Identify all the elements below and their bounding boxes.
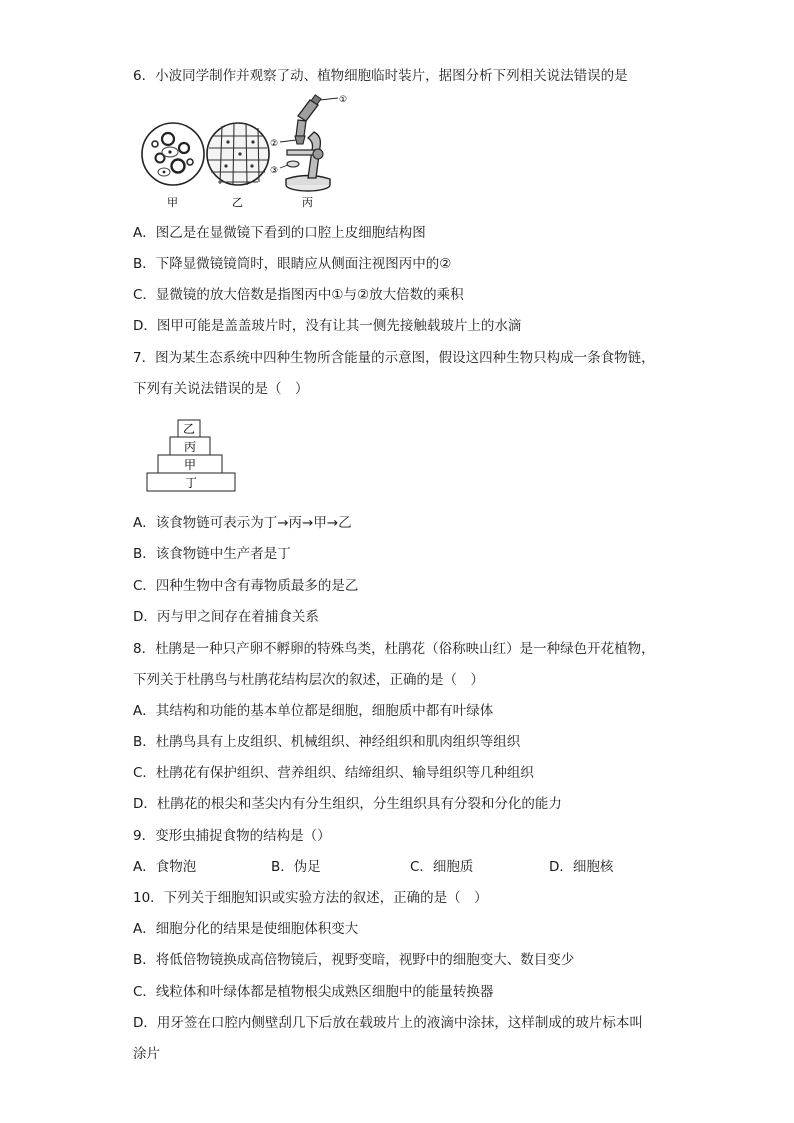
q6-option-c: C．显微镜的放大倍数是指图丙中①与②放大倍数的乘积 (133, 287, 464, 303)
figure-yi-plant-cells (207, 123, 269, 185)
q8-option-a: A．其结构和功能的基本单位都是细胞，细胞质中都有叶绿体 (133, 703, 494, 719)
q6-option-a: A．图乙是在显微镜下看到的口腔上皮细胞结构图 (133, 225, 426, 241)
q7-energy-pyramid (146, 419, 238, 493)
q9-option-d: D．细胞核 (549, 859, 614, 875)
q10-stem: 10．下列关于细胞知识或实验方法的叙述，正确的是（ ） (133, 890, 488, 906)
q10-option-c: C．线粒体和叶绿体都是植物根尖成熟区细胞中的能量转换器 (133, 984, 494, 1000)
q7-stem-line1: 7．图为某生态系统中四种生物所含能量的示意图，假设这四种生物只构成一条食物链， (133, 350, 655, 366)
q9-option-b: B．伪足 (271, 859, 321, 875)
figure-label-yi: 乙 (232, 196, 243, 209)
q8-option-c: C．杜鹃花有保护组织、营养组织、结缔组织、输导组织等几种组织 (133, 765, 534, 781)
figure-marker-2: ② (270, 139, 279, 149)
figure-jia-animal-cells (142, 123, 204, 185)
figure-marker-1: ① (339, 95, 348, 105)
q7-stem-line2: 下列有关说法错误的是（ ） (133, 381, 309, 397)
q10-option-b: B．将低倍物镜换成高倍物镜后，视野变暗，视野中的细胞变大、数目变少 (133, 952, 575, 968)
q10-option-d-line1: D．用牙签在口腔内侧壁刮几下后放在载玻片上的液滴中涂抹，这样制成的玻片标本叫 (133, 1015, 643, 1031)
pyramid-label-ding: 丁 (184, 476, 198, 490)
pyramid-label-bing: 丙 (183, 440, 197, 454)
pyramid-label-jia: 甲 (183, 458, 197, 472)
q6-stem: 6．小波同学制作并观察了动、植物细胞临时装片，据图分析下列相关说法错误的是 (133, 68, 628, 84)
q6-option-d: D．图甲可能是盖盖玻片时，没有让其一侧先接触载玻片上的水滴 (133, 318, 522, 334)
pyramid-label-yi: 乙 (182, 422, 196, 436)
figure-bing-microscope (280, 95, 338, 191)
q8-stem-line2: 下列关于杜鹃鸟与杜鹃花结构层次的叙述，正确的是（ ） (133, 672, 484, 688)
q8-option-d: D．杜鹃花的根尖和茎尖内有分生组织，分生组织具有分裂和分化的能力 (133, 796, 562, 812)
figure-label-jia: 甲 (167, 196, 178, 209)
q9-stem: 9．变形虫捕捉食物的结构是（） (133, 828, 331, 844)
q7-option-b: B．该食物链中生产者是丁 (133, 546, 291, 562)
q10-option-d-line2: 涂片 (133, 1046, 160, 1062)
q9-option-a: A．食物泡 (133, 859, 197, 875)
q8-stem-line1: 8．杜鹃是一种只产卵不孵卵的特殊鸟类，杜鹃花（俗称映山红）是一种绿色开花植物， (133, 641, 655, 657)
q6-option-b: B．下降显微镜镜筒时，眼睛应从侧面注视图丙中的② (133, 256, 452, 272)
q7-option-a: A．该食物链可表示为丁→丙→甲→乙 (133, 515, 352, 531)
q6-figure (140, 92, 360, 210)
figure-label-bing: 丙 (302, 196, 313, 209)
q7-option-d: D．丙与甲之间存在着捕食关系 (133, 609, 319, 625)
q7-option-c: C．四种生物中含有毒物质最多的是乙 (133, 578, 359, 594)
q9-options (133, 857, 613, 877)
figure-marker-3: ③ (270, 166, 279, 176)
q8-option-b: B．杜鹃鸟具有上皮组织、机械组织、神经组织和肌肉组织等组织 (133, 734, 521, 750)
q10-option-a: A．细胞分化的结果是使细胞体积变大 (133, 921, 359, 937)
q9-option-c: C．细胞质 (410, 859, 474, 875)
